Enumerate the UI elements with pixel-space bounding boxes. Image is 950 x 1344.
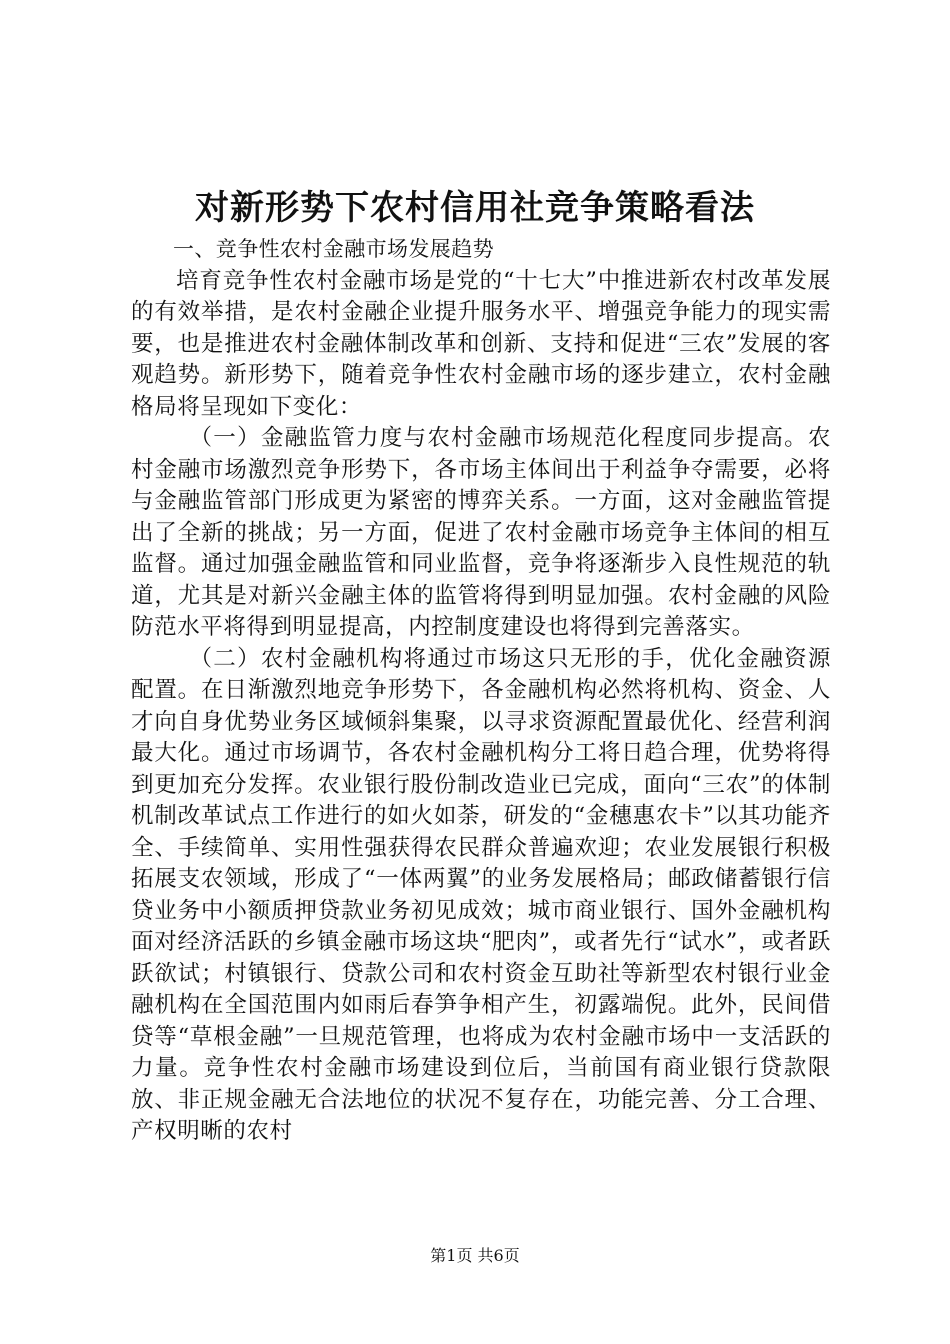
paragraph-point-two: （二）农村金融机构将通过市场这只无形的手，优化金融资源配置。在日渐激烈地竞争形势下，各金融机构必然将机构、资金、人才向自身优势业务区域倾斜集聚，以寻求资源配置最优化、经营利润最大化。通过市场调节，各农村金融机构分工将日趋合理，优势将得到更加充分发挥。农业银行股份制改造业已完成，面向“三农”的体制机制改革试点工作进行的如火如荼，研发的“金穗惠农卡”以其功能齐全、手续简单、实用性强获得农民群众普遍欢迎；农业发展银行积极拓展支农领域，形成了“一体两翼”的业务发展格局；邮政储蓄银行信贷业务中小额质押贷款业务初见成效；城市商业银行、国外金融机构面对经济活跃的乡镇金融市场这块“肥肉”，或者先行“试水”，或者跃跃欲试；村镇银行、贷款公司和农村资金互助社等新型农村银行业金融机构在全国范围内如雨后春笋争相产生，初露端倪。此外，民间借贷等“草根金融”一旦规范管理，也将成为农村金融市场中一支活跃的力量。竞争性农村金融市场建设到位后，当前国有商业银行贷款限放、非正规金融无合法地位的状况不复存在，功能完善、分工合理、产权明晰的农村: [131, 645, 831, 1144]
page-number-footer: 第1页 共6页: [430, 1246, 520, 1265]
paragraph-point-one: （一）金融监管力度与农村金融市场规范化程度同步提高。农村金融市场激烈竞争形势下，各市场主体间出于利益争夺需要，必将与金融监管部门形成更为紧密的博弈关系。一方面，这对金融监管提出了全新的挑战；另一方面，促进了农村金融市场竞争主体间的相互监督。通过加强金融监管和同业监督，竞争将逐渐步入良性规范的轨道，尤其是对新兴金融主体的监管将得到明显加强。农村金融的风险防范水平将得到明显提高，内控制度建设也将得到完善落实。: [131, 425, 831, 640]
document-title: 对新形势下农村信用社竞争策略看法: [195, 188, 755, 228]
paragraph-intro: 培育竞争性农村金融市场是党的“十七大”中推进新农村改革发展的有效举措，是农村金融企业提升服务水平、增强竞争能力的现实需要，也是推进农村金融体制改革和创新、支持和促进“三农”发展的客观趋势。新形势下，随着竞争性农村金融市场的逐步建立，农村金融格局将呈现如下变化：: [131, 267, 831, 420]
document-body: [131, 234, 831, 1148]
section-heading: 一、竞争性农村金融市场发展趋势: [173, 237, 494, 261]
